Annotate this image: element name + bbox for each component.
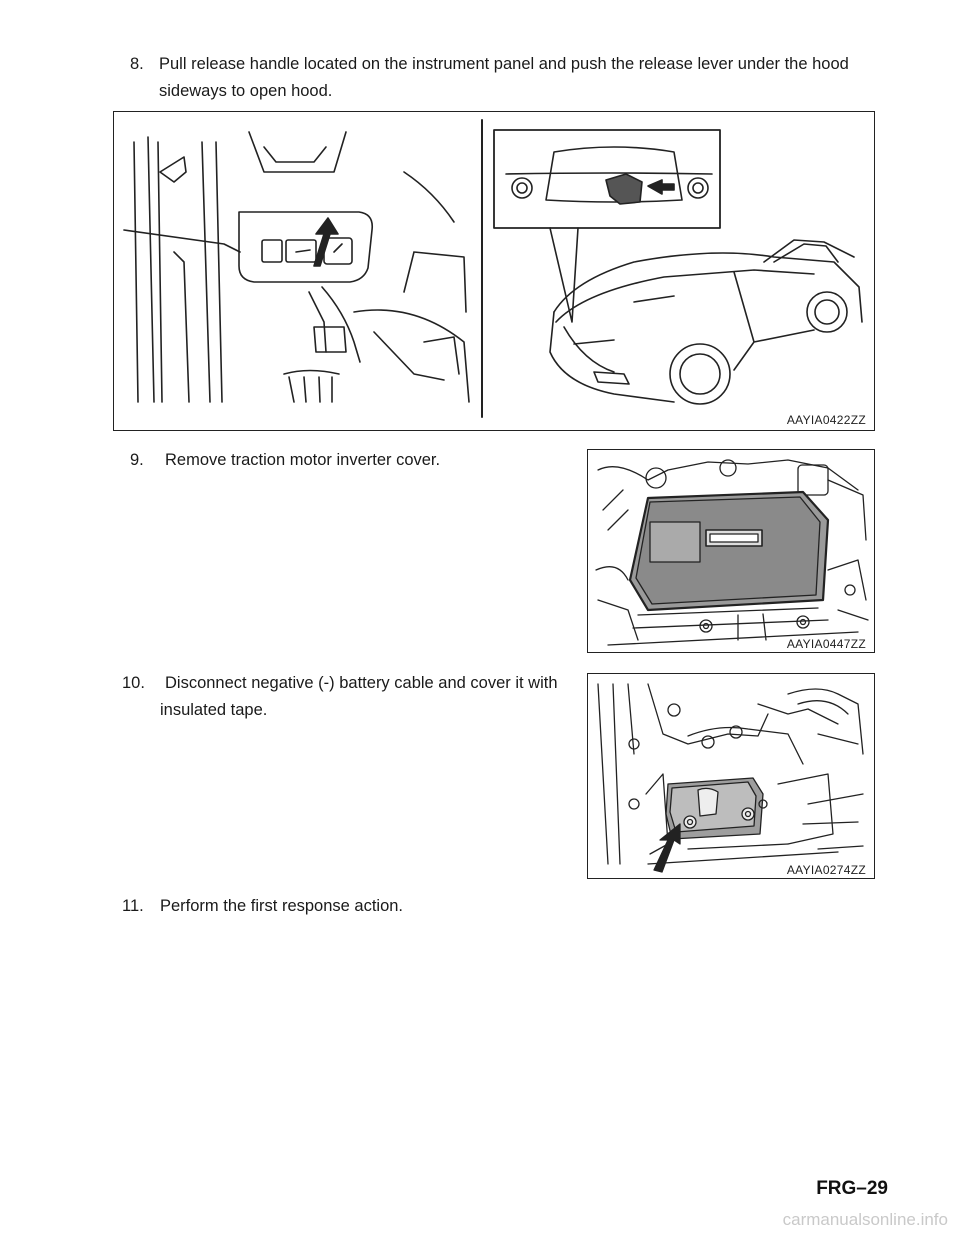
step-number: 11. (122, 897, 144, 915)
step-text: Perform the first response action. (160, 897, 404, 915)
watermark: carmanualsonline.info (782, 1210, 948, 1229)
step-10 (122, 670, 562, 724)
figure-label: AAYIA0447ZZ (786, 637, 866, 651)
hood-release-figure (113, 111, 875, 431)
battery-terminal-illustration-icon (588, 674, 874, 878)
step-text: Disconnect negative (-) battery cable and cover it with (165, 674, 558, 692)
step-text: Pull release handle located on the instrument panel and push the release lever under the hood (159, 55, 849, 73)
battery-terminal-figure (587, 673, 875, 879)
step-text: Remove traction motor inverter cover. (165, 451, 441, 469)
step-8 (130, 51, 890, 105)
page-code: FRG–29 (816, 1178, 888, 1199)
step-number: 10. (122, 674, 145, 692)
figure-label: AAYIA0274ZZ (786, 863, 866, 877)
figure-label: AAYIA0422ZZ (786, 413, 866, 427)
step-number: 8. (130, 55, 144, 73)
step-number: 9. (130, 451, 144, 469)
hood-release-illustration-icon (114, 112, 874, 430)
step-text-continued: insulated tape. (160, 701, 268, 719)
step-text-continued: sideways to open hood. (159, 82, 333, 100)
inverter-cover-figure (587, 449, 875, 653)
step-9 (130, 447, 550, 474)
step-11 (122, 893, 562, 920)
inverter-cover-illustration-icon (588, 450, 874, 652)
